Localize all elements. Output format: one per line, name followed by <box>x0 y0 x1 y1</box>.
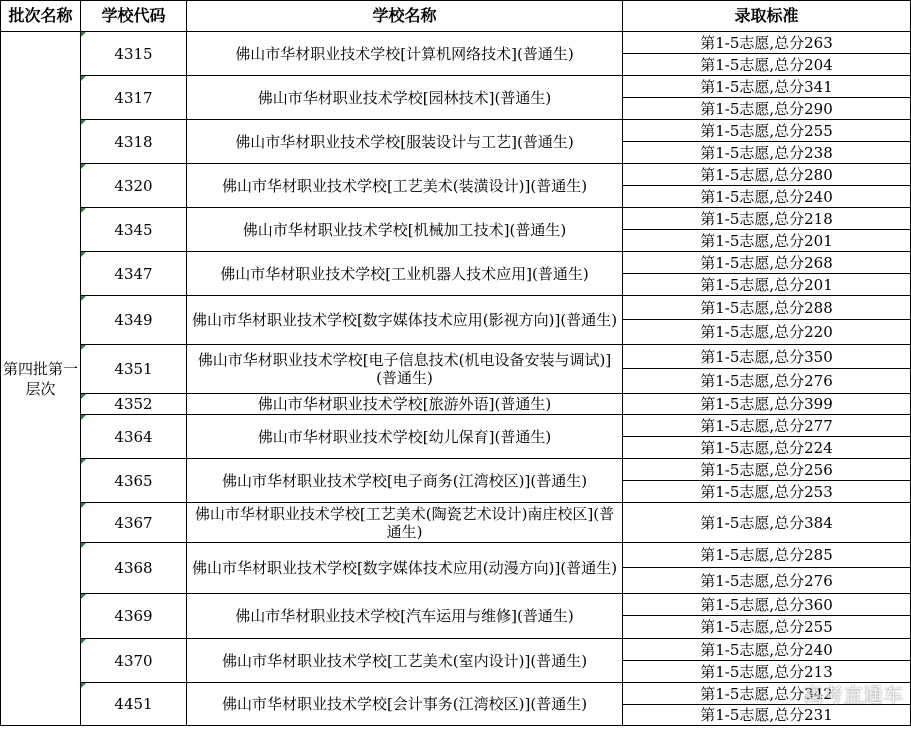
table-row <box>1 32 911 54</box>
school-code-cell: 4351 <box>81 345 187 394</box>
admission-standard-cell: 第1-5志愿,总分399 <box>623 394 911 415</box>
school-name-cell: 佛山市华材职业技术学校[工业机器人技术应用](普通生) <box>187 252 623 296</box>
school-name-cell: 佛山市华材职业技术学校[机械加工技术](普通生) <box>187 208 623 252</box>
table-body <box>1 32 911 726</box>
admission-standard-cell: 第1-5志愿,总分255 <box>623 616 911 639</box>
admission-standard-cell: 第1-5志愿,总分253 <box>623 481 911 503</box>
table-row <box>1 120 911 142</box>
admission-standard-cell: 第1-5志愿,总分350 <box>623 345 911 369</box>
school-code-cell: 4315 <box>81 32 187 76</box>
school-name-cell: 佛山市华材职业技术学校[工艺美术(陶瓷艺术设计)南庄校区](普通生) <box>187 503 623 543</box>
school-name-cell: 佛山市华材职业技术学校[数字媒体技术应用(动漫方向)](普通生) <box>187 543 623 594</box>
admission-standard-cell: 第1-5志愿,总分285 <box>623 543 911 568</box>
admission-standard-cell: 第1-5志愿,总分256 <box>623 459 911 481</box>
admission-standard-cell: 第1-5志愿,总分224 <box>623 437 911 459</box>
admission-standard-cell: 第1-5志愿,总分276 <box>623 369 911 394</box>
admission-standard-cell: 第1-5志愿,总分240 <box>623 186 911 208</box>
school-code-cell: 4365 <box>81 459 187 503</box>
admission-standard-cell: 第1-5志愿,总分360 <box>623 594 911 616</box>
school-name-cell: 佛山市华材职业技术学校[园林技术](普通生) <box>187 76 623 120</box>
school-name-cell: 佛山市华材职业技术学校[工艺美术(装潢设计)](普通生) <box>187 164 623 208</box>
table-row <box>1 394 911 415</box>
header-standard: 录取标准 <box>623 1 911 32</box>
header-code: 学校代码 <box>81 1 187 32</box>
school-code-cell: 4349 <box>81 296 187 345</box>
admission-standard-cell: 第1-5志愿,总分213 <box>623 661 911 683</box>
table-row <box>1 594 911 616</box>
school-name-cell: 佛山市华材职业技术学校[幼儿保育](普通生) <box>187 415 623 459</box>
admission-standard-cell: 第1-5志愿,总分201 <box>623 274 911 296</box>
school-name-cell: 佛山市华材职业技术学校[会计事务(江湾校区)](普通生) <box>187 683 623 726</box>
table-row <box>1 415 911 437</box>
table-row <box>1 683 911 705</box>
admission-standard-cell: 第1-5志愿,总分268 <box>623 252 911 274</box>
table-row <box>1 296 911 320</box>
school-code-cell: 4364 <box>81 415 187 459</box>
school-name-cell: 佛山市华材职业技术学校[电子商务(江湾校区)](普通生) <box>187 459 623 503</box>
admission-standard-cell: 第1-5志愿,总分218 <box>623 208 911 230</box>
watermark: 高考直通车 <box>803 683 903 707</box>
school-code-cell: 4318 <box>81 120 187 164</box>
school-code-cell: 4369 <box>81 594 187 639</box>
school-code-cell: 4451 <box>81 683 187 726</box>
table-row <box>1 459 911 481</box>
admission-standard-cell: 第1-5志愿,总分204 <box>623 54 911 76</box>
admission-standard-cell: 第1-5志愿,总分280 <box>623 164 911 186</box>
table-row <box>1 252 911 274</box>
admission-standard-cell: 第1-5志愿,总分201 <box>623 230 911 252</box>
table-row <box>1 543 911 568</box>
table-row <box>1 639 911 661</box>
school-name-cell: 佛山市华材职业技术学校[计算机网络技术](普通生) <box>187 32 623 76</box>
school-name-cell: 佛山市华材职业技术学校[服装设计与工艺](普通生) <box>187 120 623 164</box>
school-code-cell: 4345 <box>81 208 187 252</box>
admission-standard-cell: 第1-5志愿,总分277 <box>623 415 911 437</box>
batch-cell: 第四批第一层次 <box>1 32 81 726</box>
header-batch: 批次名称 <box>1 1 81 32</box>
admission-standard-cell: 第1-5志愿,总分220 <box>623 320 911 345</box>
school-code-cell: 4347 <box>81 252 187 296</box>
school-name-cell: 佛山市华材职业技术学校[旅游外语](普通生) <box>187 394 623 415</box>
school-code-cell: 4320 <box>81 164 187 208</box>
school-name-cell: 佛山市华材职业技术学校[汽车运用与维修](普通生) <box>187 594 623 639</box>
admission-standard-cell: 第1-5志愿,总分341 <box>623 76 911 98</box>
admission-standard-cell: 第1-5志愿,总分288 <box>623 296 911 320</box>
admission-standard-cell: 第1-5志愿,总分240 <box>623 639 911 661</box>
school-code-cell: 4370 <box>81 639 187 683</box>
header-name: 学校名称 <box>187 1 623 32</box>
admission-standard-cell: 第1-5志愿,总分290 <box>623 98 911 120</box>
admission-standard-cell: 第1-5志愿,总分255 <box>623 120 911 142</box>
admission-standard-cell: 第1-5志愿,总分276 <box>623 568 911 594</box>
school-code-cell: 4317 <box>81 76 187 120</box>
admission-standard-cell: 第1-5志愿,总分342 <box>623 683 911 705</box>
school-name-cell: 佛山市华材职业技术学校[电子信息技术(机电设备安装与调试)](普通生) <box>187 345 623 394</box>
school-code-cell: 4352 <box>81 394 187 415</box>
table-row <box>1 503 911 543</box>
school-code-cell: 4368 <box>81 543 187 594</box>
admission-standard-cell: 第1-5志愿,总分384 <box>623 503 911 543</box>
admission-standard-cell: 第1-5志愿,总分263 <box>623 32 911 54</box>
table-row <box>1 345 911 369</box>
school-code-cell: 4367 <box>81 503 187 543</box>
admission-standard-cell: 第1-5志愿,总分231 <box>623 705 911 726</box>
table-row <box>1 76 911 98</box>
admission-standard-cell: 第1-5志愿,总分238 <box>623 142 911 164</box>
table-row <box>1 164 911 186</box>
table-row <box>1 208 911 230</box>
school-name-cell: 佛山市华材职业技术学校[数字媒体技术应用(影视方向)](普通生) <box>187 296 623 345</box>
school-name-cell: 佛山市华材职业技术学校[工艺美术(室内设计)](普通生) <box>187 639 623 683</box>
header-row <box>1 1 911 32</box>
